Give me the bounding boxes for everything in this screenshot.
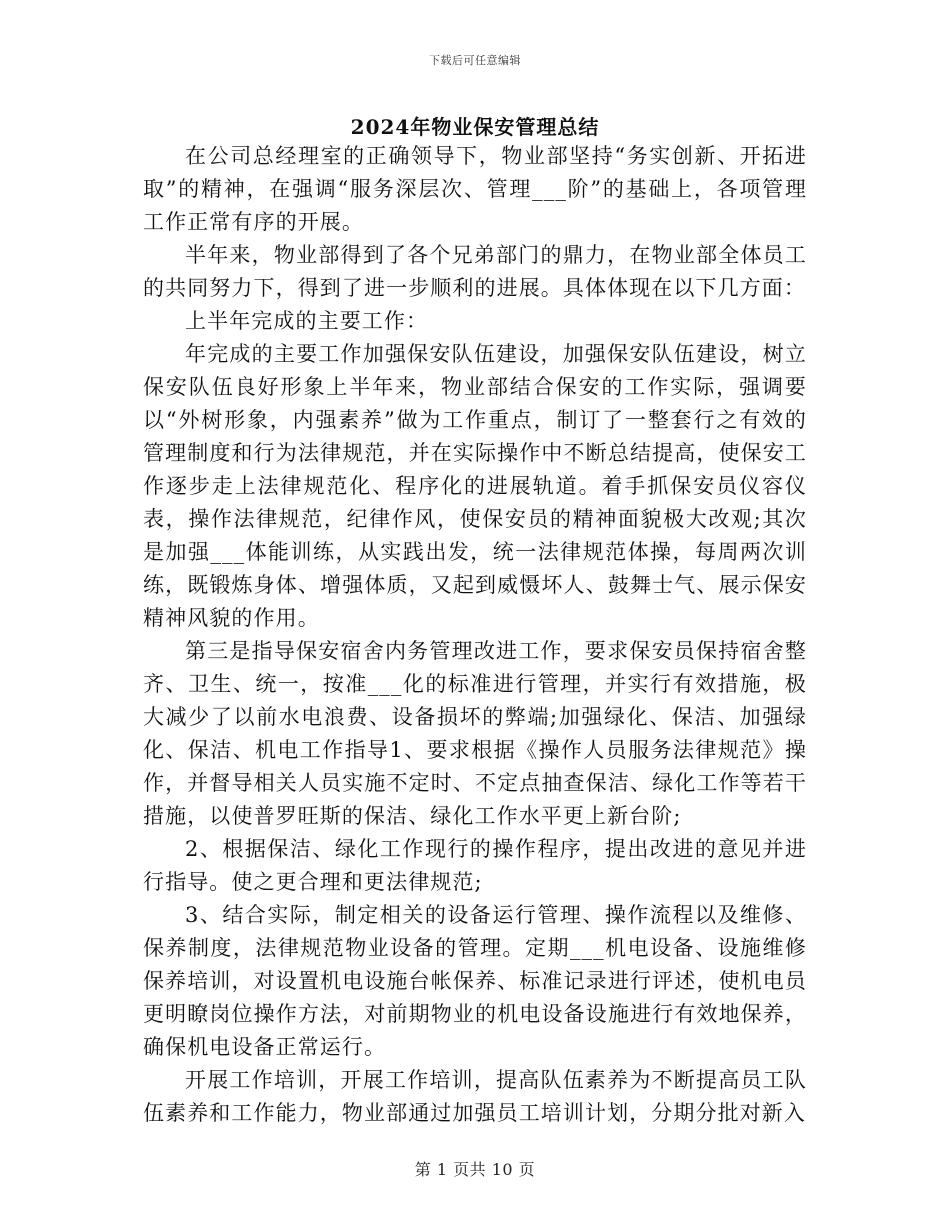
paragraph-security-team: 年完成的主要工作加强保安队伍建设，加强保安队伍建设，树立保安队伍良好形象上半年来，物业部结合保安的工作实际，强调要以“外树形象，内强素养”做为工作重点，制订了一整套行之有效的管理制度和行为法律规范，并在实际操作中不断总结提高，使保安工作逐步走上法律规范化、程序化的进展轨道。着手抓保安员仪容仪表，操作法律规范，纪律作风，使保安员的精神面貌极大改观;其次是加强___体能训练，从实践出发，统一法律规范体操，每周两次训练，既锻炼身体、增强体质，又起到威慑坏人、鼓舞士气、展示保安精神风貌的作用。 [143,342,807,630]
page-header-note: 下载后可任意编辑 [429,54,521,67]
paragraph-item-3: 3、结合实际，制定相关的设备运行管理、操作流程以及维修、保养制度，法律规范物业设备的管理。定期___机电设备、设施维修保养培训，对设置机电设施台帐保养、标准记录进行评述，使机电员更明瞭岗位操作方法，对前期物业的机电设备设施进行有效地保养，确保机电设备正常运行。 [143,903,807,1059]
document-body [143,140,807,1130]
paragraph-intro: 在公司总经理室的正确领导下，物业部坚持“务实创新、开拓进取”的精神，在强调“服务深层次、管理___阶”的基础上，各项管理工作正常有序的开展。 [143,144,807,234]
document-title: 2024年物业保安管理总结 [350,115,600,139]
paragraph-training: 开展工作培训，开展工作培训，提高队伍素养为不断提高员工队伍素养和工作能力，物业部通过加强员工培训计划，分期分批对新入 [143,1068,807,1125]
page-number: 第 1 页共 10 页 [414,1160,536,1179]
paragraph-half-year: 半年来，物业部得到了各个兄弟部门的鼎力，在物业部全体员工的共同努力下，得到了进一步顺利的进展。具体体现在以下几方面： [143,243,807,300]
paragraph-item-2: 2、根据保洁、绿化工作现行的操作程序，提出改进的意见并进行指导。使之更合理和更法律规范; [143,837,807,894]
paragraph-main-work-heading: 上半年完成的主要工作： [185,309,429,333]
paragraph-dormitory: 第三是指导保安宿舍内务管理改进工作，要求保安员保持宿舍整齐、卫生、统一，按准___化的标准进行管理，并实行有效措施，极大减少了以前水电浪费、设备损坏的弊端;加强绿化、保洁、加强绿化、保洁、机电工作指导1、要求根据《操作人员服务法律规范》操作，并督导相关人员实施不定时、不定点抽查保洁、绿化工作等若干措施，以使普罗旺斯的保洁、绿化工作水平更上新台阶; [143,639,807,828]
